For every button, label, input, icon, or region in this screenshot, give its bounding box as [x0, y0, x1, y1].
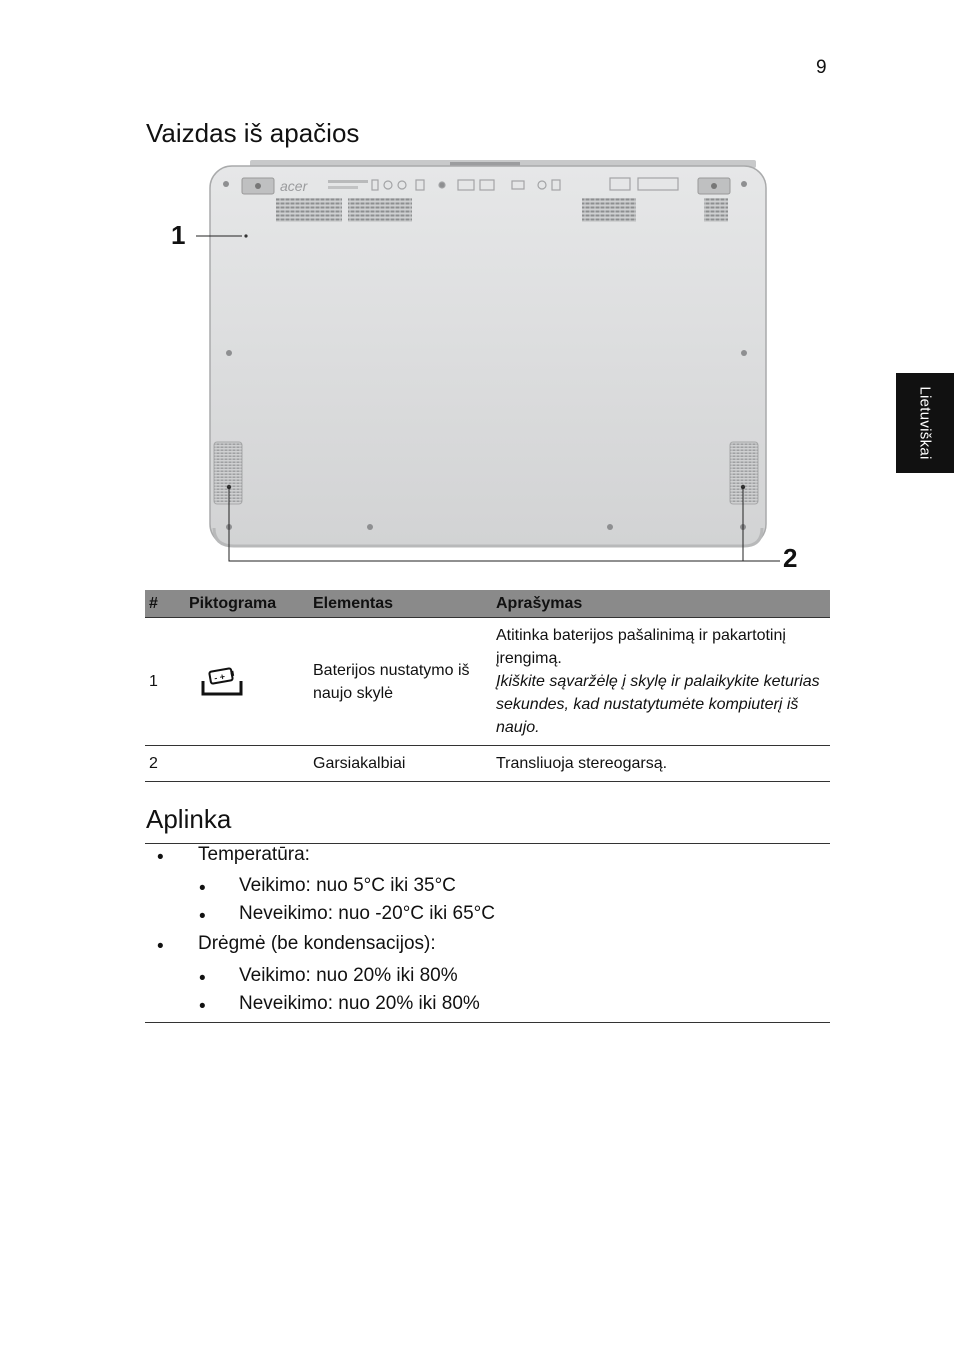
header-number: #: [145, 590, 185, 618]
brand-logo: acer: [280, 178, 308, 194]
bullet: •: [157, 936, 164, 957]
components-table: [145, 590, 830, 782]
header-description: Aprašymas: [492, 590, 830, 618]
screw: [223, 181, 229, 187]
svg-text:- +: - +: [213, 670, 226, 683]
header-icon: Piktograma: [185, 590, 309, 618]
callout-1: 1: [171, 220, 186, 250]
callout-2: 2: [783, 543, 798, 573]
language-tab: [896, 373, 954, 473]
screw: [741, 181, 747, 187]
row-icon-cell: [185, 746, 309, 782]
vent-center-right: [582, 198, 636, 222]
description-instruction: Įkiškite sąvaržėlę į skylę ir palaikykite keturias sekundes, kad nustatytumėte kompiuterį iš naujo.: [496, 673, 820, 736]
list-item-hum-nonoperating: Neveikimo: nuo 20% iki 80%: [239, 993, 480, 1014]
description-text: Atitinka baterijos pašalinimą ir pakartotinį įrengimą.: [496, 627, 786, 667]
vent-left: [276, 198, 342, 222]
section-title-environment: Aplinka: [146, 804, 232, 834]
language-tab-label: Lietuviškai: [916, 386, 934, 460]
screw: [226, 350, 232, 356]
row-number: 2: [145, 746, 185, 782]
list-item-hum-operating: Veikimo: nuo 20% iki 80%: [239, 965, 458, 986]
screw: [607, 524, 613, 530]
battery-reset-icon: [201, 667, 243, 697]
row-element: Baterijos nustatymo iš naujo skylė: [309, 618, 492, 746]
list-item-temp-nonoperating: Neveikimo: nuo -20°C iki 65°C: [239, 903, 495, 924]
divider-bottom: [145, 1022, 830, 1023]
laptop-body: [210, 166, 766, 546]
table-row: [145, 618, 830, 746]
battery-reset-hole: [244, 234, 247, 237]
row-description: Transliuoja stereogarsą.: [492, 746, 830, 782]
vent-right: [704, 198, 728, 222]
table-row: [145, 746, 830, 782]
speaker-left: [214, 442, 242, 504]
table-header-row: [145, 590, 830, 618]
screw: [741, 350, 747, 356]
speaker-right: [730, 442, 758, 504]
bullet: •: [199, 906, 206, 927]
bullet: •: [199, 878, 206, 899]
bullet: •: [157, 847, 164, 868]
screw: [367, 524, 373, 530]
vent-center-left: [348, 198, 412, 222]
row-icon-cell: [185, 618, 309, 746]
row-element: Garsiakalbiai: [309, 746, 492, 782]
bullet: •: [199, 968, 206, 989]
page-number: 9: [816, 57, 827, 78]
bullet: •: [199, 996, 206, 1017]
header-element: Elementas: [309, 590, 492, 618]
list-item-temp-operating: Veikimo: nuo 5°C iki 35°C: [239, 875, 456, 896]
list-item-temperature: Temperatūra:: [198, 844, 310, 865]
section-title-bottom-view: Vaizdas iš apačios: [146, 118, 360, 148]
row-number: 1: [145, 618, 185, 746]
row-description: [492, 618, 830, 746]
laptop-bottom-illustration: [140, 158, 820, 578]
list-item-humidity: Drėgmė (be kondensacijos):: [198, 933, 436, 954]
